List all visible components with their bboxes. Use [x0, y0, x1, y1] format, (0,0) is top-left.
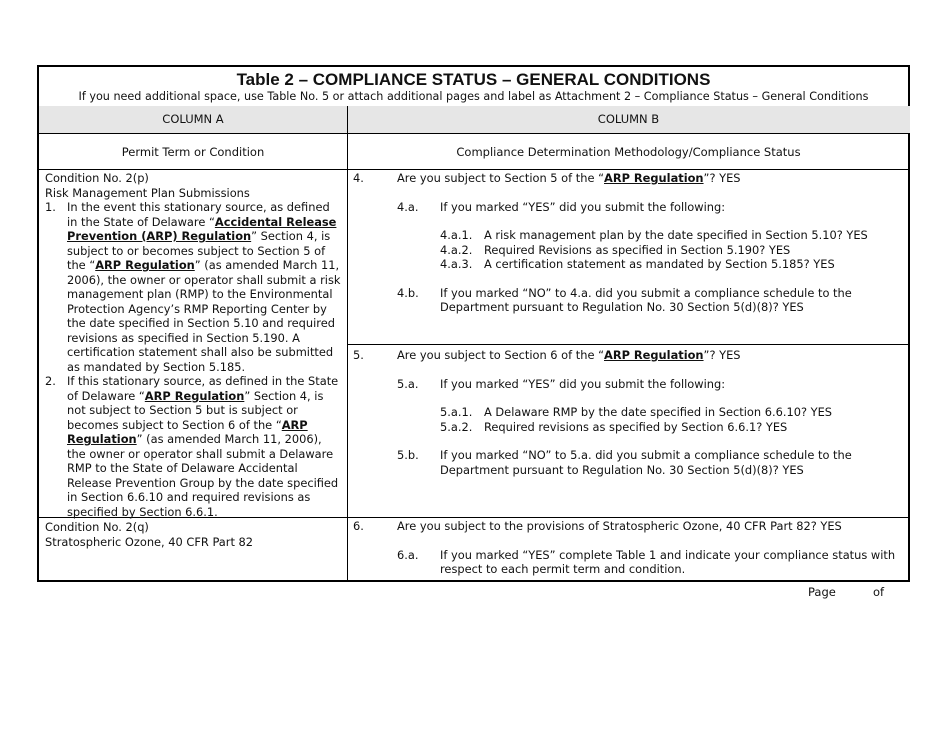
question-6a: 6.a. If you marked “YES” complete Table 1 and indicate your compliance status with respect to each permit term and condition. [397, 547, 896, 576]
arp-regulation-link[interactable]: ARP Regulation [67, 417, 308, 446]
question-4-cell [353, 171, 905, 315]
question-4: 4. Are you subject to Section 5 of the “ARP Regulation”? YES [353, 171, 741, 185]
question-5: 5. Are you subject to Section 6 of the “ARP Regulation”? YES [353, 348, 741, 362]
question-5a2: 5.a.2. Required revisions as specified by Section 6.6.1? YES [440, 419, 788, 434]
column-b-subheader: Compliance Determination Methodology/Compliance Status [347, 134, 910, 170]
column-a-subheader: Permit Term or Condition [39, 134, 347, 170]
arp-regulation-link[interactable]: ARP Regulation [95, 258, 195, 272]
condition-2q-cell [45, 520, 341, 549]
condition-number: Condition No. 2(q) [45, 520, 149, 534]
table-title-block [39, 67, 908, 107]
question-4a2: 4.a.2. Required Revisions as specified in Section 5.190? YES [440, 242, 791, 257]
question-4a1: 4.a.1. A risk management plan by the date specified in Section 5.10? YES [440, 228, 868, 242]
question-5a1: 5.a.1. A Delaware RMP by the date specified in Section 6.6.10? YES [440, 405, 832, 419]
question-5b: 5.b. If you marked “NO” to 5.a. did you submit a compliance schedule to the Department pursuant to Regulation No. 30 Section 5(d)(8)? YES [397, 448, 852, 477]
column-a-header: COLUMN A [39, 106, 347, 134]
question-5-cell [353, 348, 905, 477]
table-subtitle: If you need additional space, use Table No. 5 or attach additional pages and label as Attachment 2 – Compliance Status – General Conditions [78, 90, 869, 103]
condition-2p-cell [45, 171, 341, 519]
question-4a3: 4.a.3. A certification statement as mandated by Section 5.185? YES [440, 257, 835, 271]
list-item: 2. If this stationary source, as defined in the State of Delaware “ARP Regulation” Section 4, is not subject to Section 5 but is subject or becomes subject to Section 6 of the “ARP Regulation” (as amended March 11, 2006), the owner or operator shall submit a Delaware RMP to the State of Delaware Accidental Release Prevention Group by the date specified in Section 6.6.10 and required revisions as specified by Section 6.6.1. [45, 374, 339, 519]
question-6: 6. Are you subject to the provisions of Stratospheric Ozone, 40 CFR Part 82? YES [353, 519, 842, 533]
condition-title: Stratospheric Ozone, 40 CFR Part 82 [45, 534, 254, 549]
page-of-label: of [873, 585, 885, 599]
page-label: Page [808, 585, 836, 599]
question-4a: 4.a. If you marked “YES” did you submit the following: [397, 199, 726, 214]
compliance-table [37, 65, 910, 582]
column-b-header: COLUMN B [347, 106, 910, 134]
list-item: 1. In the event this stationary source, as defined in the State of Delaware “Accidental Release Prevention (ARP) Regulation” Section 4, is subject to or becomes subject to Section 5 of the “ARP Regulation” (as amended March 11, 2006), the owner or operator shall submit a risk management plan (RMP) to the Environmental Protection Agency’s RMP Reporting Center by the date specified in Section 5.10 and required revisions as specified in Section 5.190. A certification statement shall also be submitted as mandated by Section 5.185. [45, 200, 341, 374]
question-5a: 5.a. If you marked “YES” did you submit the following: [397, 376, 726, 391]
arp-regulation-link[interactable]: Accidental Release Prevention (ARP) Regulation [67, 214, 337, 243]
arp-regulation-link[interactable]: ARP Regulation [604, 171, 704, 185]
condition-number: Condition No. 2(p) [45, 171, 149, 185]
condition-title: Risk Management Plan Submissions [45, 185, 250, 200]
arp-regulation-link[interactable]: ARP Regulation [144, 388, 245, 403]
table-title: Table 2 – COMPLIANCE STATUS – GENERAL CONDITIONS [236, 70, 711, 89]
question-6-cell [353, 519, 905, 577]
question-4b: 4.b. If you marked “NO” to 4.a. did you submit a compliance schedule to the Department pursuant to Regulation No. 30 Section 5(d)(8)? YES [397, 285, 852, 314]
arp-regulation-link[interactable]: ARP Regulation [604, 348, 704, 362]
row-divider-q4-q5 [347, 344, 910, 345]
